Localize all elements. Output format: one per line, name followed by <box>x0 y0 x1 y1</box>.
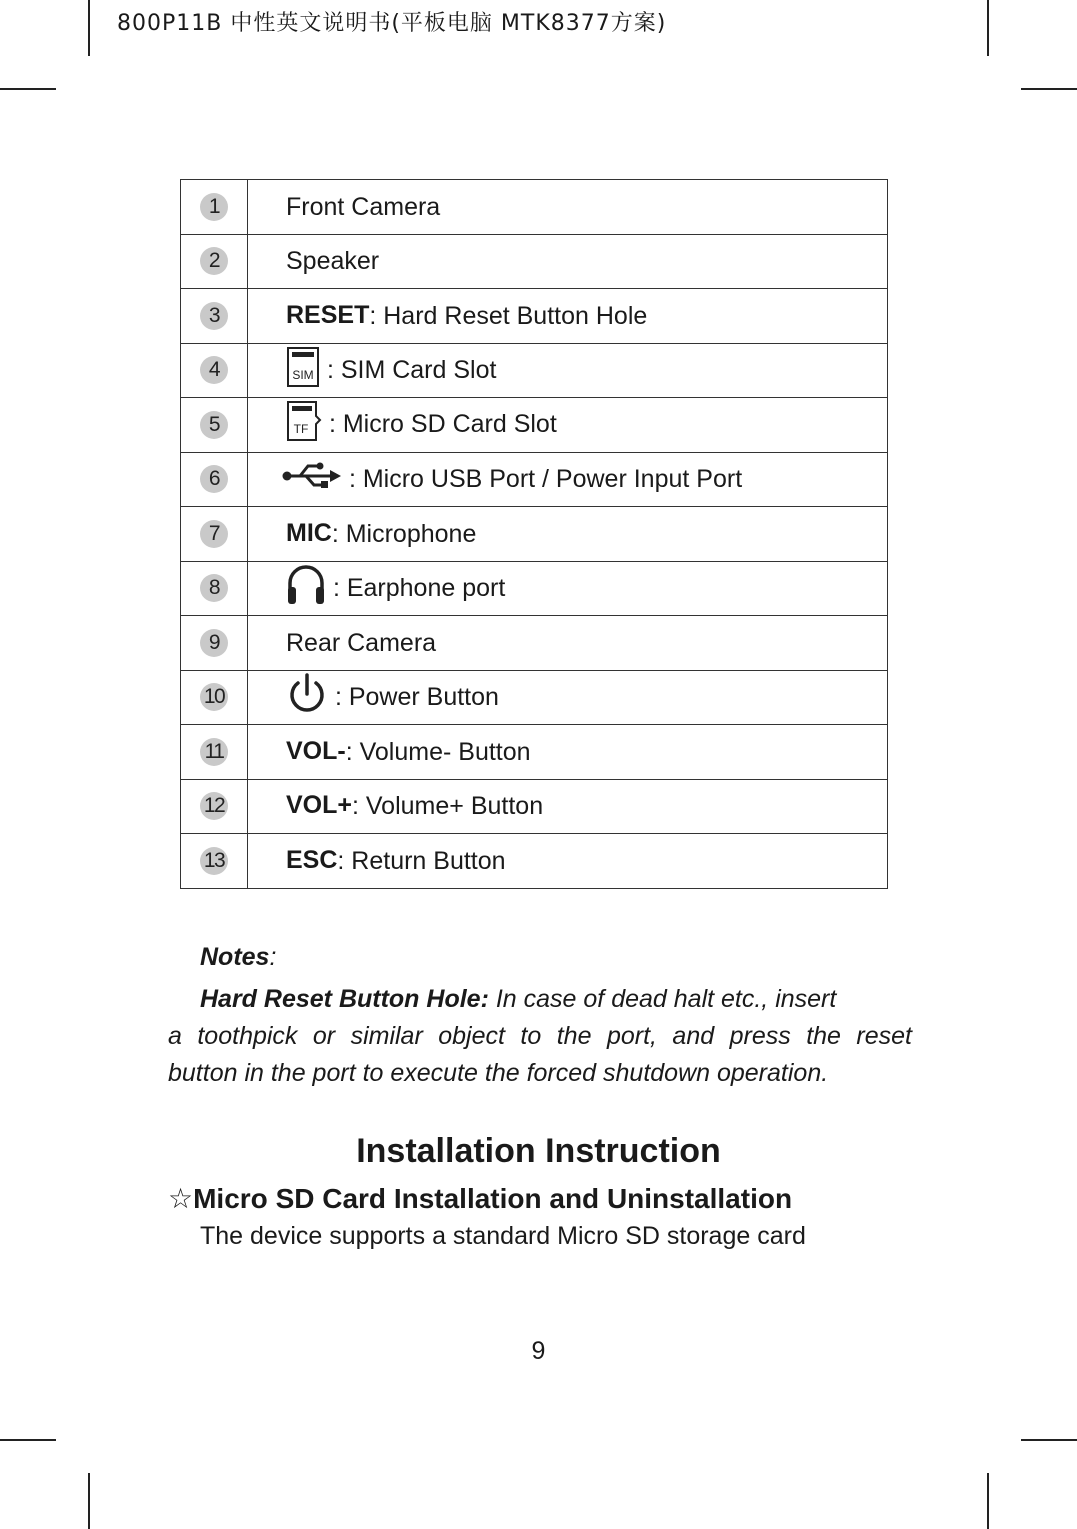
crop-mark <box>88 0 90 56</box>
hard-reset-label: Hard Reset Button Hole: <box>200 985 489 1013</box>
row-description-cell <box>248 234 888 289</box>
row-number-badge: 1 <box>200 193 228 221</box>
row-number-cell <box>181 670 248 725</box>
parts-table-row <box>181 343 888 398</box>
row-description-cell <box>248 507 888 562</box>
row-description-text: Speaker <box>286 247 380 276</box>
crop-mark <box>1021 1439 1077 1441</box>
row-description-cell <box>248 725 888 780</box>
row-number-badge: 6 <box>200 465 228 493</box>
row-label-bold: ESC <box>286 845 338 874</box>
tf-card-icon <box>286 400 322 449</box>
page-number: 9 <box>531 1337 546 1365</box>
row-number-cell <box>181 289 248 344</box>
row-description-cell <box>248 779 888 834</box>
row-number-cell <box>181 779 248 834</box>
row-number-badge: 8 <box>200 574 228 602</box>
parts-table-row <box>181 561 888 616</box>
row-number-cell <box>181 452 248 507</box>
svg-text:SIM: SIM <box>292 367 314 382</box>
power-icon <box>286 672 328 723</box>
star-icon: ☆ <box>168 1183 194 1214</box>
row-number-badge: 11 <box>200 738 228 766</box>
row-number-cell <box>181 180 248 235</box>
parts-table-row <box>181 834 888 889</box>
sim-card-icon <box>286 346 320 395</box>
row-number-badge: 13 <box>200 847 228 875</box>
row-number-cell <box>181 234 248 289</box>
crop-mark <box>88 1473 90 1529</box>
notes-heading: Notes: <box>200 943 277 971</box>
crop-mark <box>0 88 56 90</box>
row-label-bold: VOL+ <box>286 791 352 820</box>
row-number-cell <box>181 398 248 453</box>
row-label-bold: RESET <box>286 300 370 329</box>
crop-mark <box>1021 88 1077 90</box>
row-description-text: : Return Button <box>337 846 506 875</box>
row-number-badge: 9 <box>200 629 228 657</box>
micro-sd-subtitle: ☆Micro SD Card Installation and Uninstallation <box>168 1183 793 1214</box>
row-label-bold: MIC <box>286 518 332 547</box>
row-description-cell <box>248 343 888 398</box>
row-description-text: : Volume+ Button <box>352 792 544 821</box>
row-description-cell <box>248 670 888 725</box>
parts-table-row <box>181 670 888 725</box>
row-number-cell <box>181 343 248 398</box>
installation-body: The device supports a standard Micro SD storage card <box>200 1222 806 1250</box>
row-number-badge: 5 <box>200 411 228 439</box>
row-number-cell <box>181 834 248 889</box>
parts-table-row <box>181 779 888 834</box>
row-description-text: : SIM Card Slot <box>320 355 497 384</box>
row-description-text: : Volume- Button <box>345 737 531 766</box>
crop-mark <box>0 1439 56 1441</box>
row-description-text: : Earphone port <box>326 573 506 602</box>
row-description-cell <box>248 398 888 453</box>
row-description-text: Rear Camera <box>286 628 437 657</box>
row-description-text: : Microphone <box>331 519 477 548</box>
parts-table-row <box>181 234 888 289</box>
row-number-cell <box>181 616 248 671</box>
usb-icon <box>282 461 342 498</box>
parts-table <box>180 179 888 889</box>
crop-mark <box>987 0 989 56</box>
row-description-text: : Micro USB Port / Power Input Port <box>342 464 743 493</box>
row-description-cell <box>248 452 888 507</box>
row-number-badge: 2 <box>200 247 228 275</box>
crop-mark <box>987 1473 989 1529</box>
row-description-text: : Micro SD Card Slot <box>322 410 557 439</box>
row-description-cell <box>248 616 888 671</box>
svg-text:TF: TF <box>293 422 309 437</box>
row-number-badge: 12 <box>200 792 228 820</box>
parts-table-row <box>181 180 888 235</box>
row-number-badge: 10 <box>200 683 228 711</box>
row-description-text: : Hard Reset Button Hole <box>369 301 648 330</box>
parts-table-row <box>181 289 888 344</box>
row-number-cell <box>181 561 248 616</box>
row-number-badge: 4 <box>200 356 228 384</box>
parts-table-row <box>181 452 888 507</box>
parts-table-row <box>181 616 888 671</box>
row-number-badge: 3 <box>200 302 228 330</box>
row-description-cell <box>248 180 888 235</box>
installation-title: Installation Instruction <box>356 1132 721 1170</box>
document-header-title: 800P11B 中性英文说明书(平板电脑 MTK8377方案) <box>117 11 667 36</box>
row-number-badge: 7 <box>200 520 228 548</box>
row-description-cell <box>248 561 888 616</box>
parts-table-row <box>181 507 888 562</box>
headphone-icon <box>286 563 326 614</box>
row-description-text: Front Camera <box>286 192 441 221</box>
notes-paragraph: Hard Reset Button Hole: In case of dead halt etc., insert a toothpick or similar object to the port, and press the reset button in the port to execute the forced shutdown operation. <box>168 985 912 1087</box>
row-description-cell <box>248 834 888 889</box>
parts-table-row <box>181 398 888 453</box>
row-number-cell <box>181 725 248 780</box>
row-label-bold: VOL- <box>286 736 346 765</box>
parts-table-row <box>181 725 888 780</box>
row-description-cell <box>248 289 888 344</box>
row-number-cell <box>181 507 248 562</box>
row-description-text: : Power Button <box>328 682 499 711</box>
